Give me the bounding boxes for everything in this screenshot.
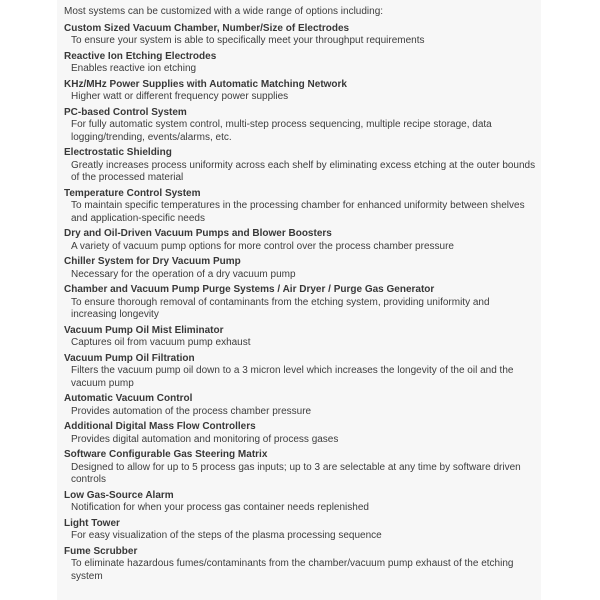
option-title: Custom Sized Vacuum Chamber, Number/Size of Electrodes [64, 22, 350, 34]
option-description: For fully automatic system control, multi-step process sequencing, multiple recipe storage, data logging/trending, events/alarms, etc. [71, 119, 492, 143]
option-item [64, 421, 537, 446]
option-item [64, 147, 537, 185]
option-title: Fume Scrubber [64, 545, 138, 557]
option-item [64, 353, 537, 391]
option-item [64, 79, 537, 104]
option-description: To ensure thorough removal of contaminants from the etching system, providing uniformity and increasing longevity [71, 296, 490, 320]
option-title: Vacuum Pump Oil Mist Eliminator [64, 324, 224, 336]
option-item [64, 393, 537, 418]
option-item [64, 284, 537, 322]
option-description: Filters the vacuum pump oil down to a 3 micron level which increases the longevity of the oil and the vacuum pump [71, 365, 514, 389]
option-title: Electrostatic Shielding [64, 147, 172, 158]
options-panel [57, 0, 541, 600]
option-item [64, 490, 537, 515]
option-item [64, 23, 537, 48]
option-description: A variety of vacuum pump options for more control over the process chamber pressure [71, 240, 454, 252]
option-item [64, 518, 537, 543]
option-description: To maintain specific temperatures in the processing chamber for enhanced uniformity between shelves and application-specific needs [71, 200, 525, 224]
option-title: Automatic Vacuum Control [64, 393, 193, 404]
option-description: Notification for when your process gas container needs replenished [71, 502, 369, 513]
option-title: PC-based Control System [64, 106, 187, 118]
option-title: Low Gas-Source Alarm [64, 489, 174, 501]
option-description: To eliminate hazardous fumes/contaminants from the chamber/vacuum pump exhaust of the etching system [71, 558, 514, 582]
option-item [64, 449, 537, 487]
option-description: Captures oil from vacuum pump exhaust [71, 337, 251, 348]
option-item [64, 325, 537, 350]
option-title: Chamber and Vacuum Pump Purge Systems / Air Dryer / Purge Gas Generator [64, 284, 435, 295]
option-title: Chiller System for Dry Vacuum Pump [64, 256, 241, 267]
option-title: Dry and Oil-Driven Vacuum Pumps and Blower Boosters [64, 228, 332, 239]
option-title: Reactive Ion Etching Electrodes [64, 50, 217, 62]
option-description: Designed to allow for up to 5 process gas inputs; up to 3 are selectable at any time by software driven controls [71, 461, 521, 485]
options-list [64, 23, 537, 584]
option-title: Software Configurable Gas Steering Matrix [64, 449, 268, 460]
option-description: Enables reactive ion etching [71, 63, 197, 74]
option-description: Higher watt or different frequency power supplies [71, 91, 289, 102]
option-item [64, 256, 537, 281]
option-title: Vacuum Pump Oil Filtration [64, 352, 195, 364]
option-title: Light Tower [64, 517, 120, 529]
option-description: To ensure your system is able to specifically meet your throughput requirements [71, 35, 425, 46]
option-item [64, 228, 537, 253]
option-description: Necessary for the operation of a dry vacuum pump [71, 268, 296, 280]
option-description: Provides automation of the process chamber pressure [71, 405, 312, 417]
option-title: Temperature Control System [64, 187, 201, 199]
option-title: Additional Digital Mass Flow Controllers [64, 421, 256, 432]
intro-text: Most systems can be customized with a wide range of options including: [64, 6, 384, 17]
option-description: Greatly increases process uniformity across each shelf by eliminating excess etching at the outer bounds of the processed material [71, 159, 536, 183]
option-description: Provides digital automation and monitoring of process gases [71, 433, 339, 445]
option-item [64, 188, 537, 226]
option-item [64, 51, 537, 76]
option-item [64, 546, 537, 584]
option-item [64, 107, 537, 145]
option-description: For easy visualization of the steps of the plasma processing sequence [71, 530, 382, 541]
option-title: KHz/MHz Power Supplies with Automatic Matching Network [64, 78, 347, 90]
